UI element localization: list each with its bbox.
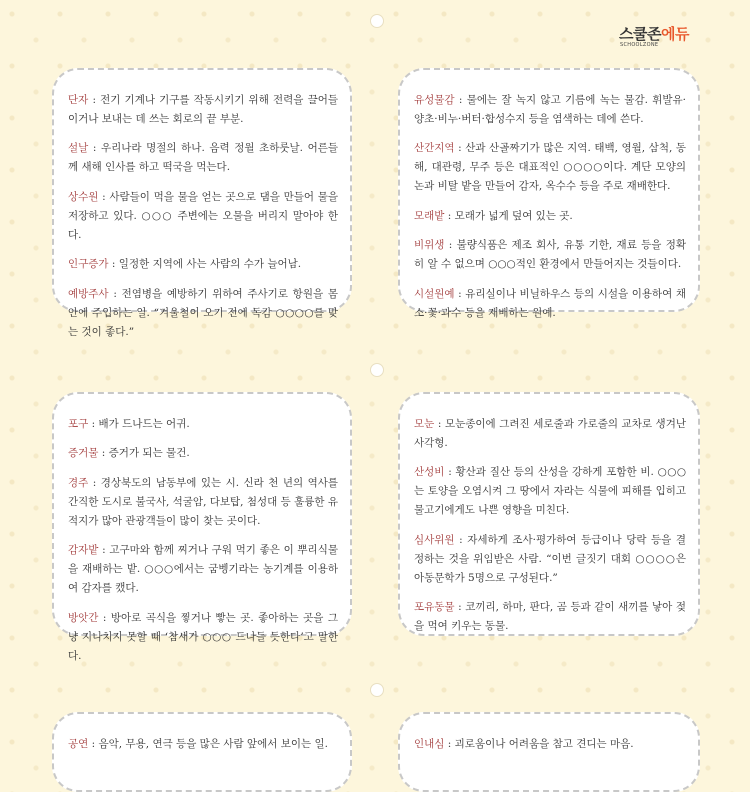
vocab-definition: 전염병을 예방하기 위하여 주사기로 항원을 몸 안에 주입하는 일. “겨울철이 오기 전에 독감 ○○○○를 맞는 것이 좋다.” <box>68 287 338 338</box>
vocab-term: 경주 <box>68 476 89 489</box>
vocab-entry <box>414 598 686 636</box>
vocab-definition: 고구마와 함께 찌거나 구워 먹기 좋은 이 뿌리식물을 재배하는 밭. ○○○에서는 굼벵기라는 농기계를 이용하여 감자를 캤다. <box>68 544 338 594</box>
term-separator: : <box>98 447 109 459</box>
term-separator: : <box>88 476 101 489</box>
vocab-term: 설날 <box>68 142 89 154</box>
vocab-entry <box>68 91 338 129</box>
vocab-entry <box>414 285 686 323</box>
vocab-entry <box>68 474 338 531</box>
vocab-entry <box>68 444 338 463</box>
vocab-term: 유성물감 <box>414 93 455 106</box>
vocab-definition: 모눈종이에 그려진 세로줄과 가로줄의 교차로 생겨난 사각형. <box>414 417 686 449</box>
vocab-term: 증거물 <box>68 447 99 459</box>
vocab-card-3 <box>52 392 352 662</box>
vocab-entry <box>414 531 686 588</box>
vocab-definition: 증거가 되는 물건. <box>108 447 190 459</box>
term-separator: : <box>98 190 110 203</box>
term-separator: : <box>88 142 101 154</box>
term-separator: : <box>454 93 467 106</box>
vocab-term: 모눈 <box>414 417 435 430</box>
term-separator: : <box>108 258 119 270</box>
vocab-entry <box>414 236 686 274</box>
logo-wordmark-dark: 스쿨존 <box>619 25 661 43</box>
vocab-entry <box>68 609 338 666</box>
vocab-term: 예방주사 <box>68 287 109 300</box>
vocab-entry <box>414 735 686 754</box>
term-separator: : <box>108 287 122 300</box>
vocab-entry <box>414 207 686 226</box>
vocab-definition: 불량식품은 제조 회사, 유통 기한, 재료 등을 정확히 알 수 없으며 ○○○적인 환경에서 만들어지는 것들이다. <box>414 239 686 270</box>
vocab-definition: 산과 산골짜기가 많은 지역. 태백, 영월, 삼척, 동해, 대관령, 무주 등은 대표적인 ○○○○이다. 계단 모양의 논과 비탈 밭을 만들어 감자, 옥수수 등을 주로 재배한다. <box>414 142 686 192</box>
vocab-entry <box>68 255 338 274</box>
vocab-card-5 <box>52 712 352 792</box>
vocab-term: 인구증가 <box>68 258 109 270</box>
vocab-entry <box>414 91 686 129</box>
vocab-term: 상수원 <box>68 190 99 203</box>
term-separator: : <box>444 239 457 251</box>
vocab-definition: 코끼리, 하마, 판다, 곰 등과 같이 새끼를 낳아 젖을 먹여 키우는 동물. <box>414 601 686 632</box>
vocab-definition: 일정한 지역에 사는 사람의 수가 늘어남. <box>118 258 302 270</box>
binder-hole <box>370 363 384 377</box>
vocab-definition: 유리실이나 비닐하우스 등의 시설을 이용하여 채소·꽃·과수 등을 재배하는 원예. <box>414 287 686 319</box>
vocab-entry <box>68 188 338 245</box>
vocab-term: 산간지역 <box>414 142 455 154</box>
term-separator: : <box>88 417 99 430</box>
term-separator: : <box>444 209 455 222</box>
term-separator: : <box>88 737 99 750</box>
vocab-term: 산성비 <box>414 466 445 478</box>
binder-hole <box>370 14 384 28</box>
vocab-definition: 전기 기계나 기구를 작동시키기 위해 전력을 끌어들이거나 보내는 데 쓰는 회로의 끝 부분. <box>68 93 338 125</box>
term-separator: : <box>98 611 111 624</box>
vocab-definition: 우리나라 명절의 하나. 음력 정월 초하룻날. 어른들께 새해 인사를 하고 떡국을 먹는다. <box>68 142 339 173</box>
vocab-term: 심사위원 <box>414 533 455 546</box>
vocab-entry <box>68 541 338 598</box>
vocab-entry <box>68 735 338 754</box>
term-separator: : <box>444 466 456 478</box>
term-separator: : <box>98 544 110 556</box>
term-separator: : <box>454 533 468 546</box>
vocab-entry <box>414 415 686 453</box>
logo-subtitle: SCHOOLZONE <box>620 42 659 48</box>
vocab-card-6 <box>398 712 700 792</box>
vocab-definition: 물에는 잘 녹지 않고 기름에 녹는 물감. 휘발유·양초·비누·버터·합성수지 등을 염색하는 데에 쓴다. <box>414 93 686 125</box>
term-separator: : <box>88 93 101 106</box>
term-separator: : <box>454 601 466 613</box>
vocab-term: 포구 <box>68 417 89 430</box>
term-separator: : <box>454 287 466 300</box>
vocab-definition: 방아로 곡식을 찧거나 빻는 곳. 좋아하는 곳을 그냥 지나치지 못할 때 ‘참새가 ○○○ 드나들 듯한다’고 말한다. <box>68 611 338 662</box>
vocab-card-2 <box>398 68 700 319</box>
vocab-entry <box>68 285 338 342</box>
vocab-definition: 괴로움이나 어려움을 참고 견디는 마음. <box>454 737 634 750</box>
vocab-term: 공연 <box>68 737 89 750</box>
vocab-term: 모래밭 <box>414 209 445 222</box>
vocab-definition: 경상북도의 남동부에 있는 시. 신라 천 년의 역사를 간직한 도시로 불국사, 석굴암, 다보탑, 첨성대 등 훌륭한 유적지가 많아 관광객들이 많이 찾는 곳이다. <box>68 476 339 527</box>
term-separator: : <box>444 737 455 750</box>
vocab-term: 비위생 <box>414 239 445 251</box>
vocab-entry <box>68 415 338 434</box>
vocab-term: 감자밭 <box>68 544 99 556</box>
vocab-entry <box>414 139 686 196</box>
vocab-definition: 사람들이 먹을 물을 얻는 곳으로 댐을 만들어 물을 저장하고 있다. ○○○ 주변에는 오물을 버리지 말아야 한다. <box>68 190 338 241</box>
vocab-term: 인내심 <box>414 737 445 750</box>
term-separator: : <box>454 142 466 154</box>
vocab-term: 시설원예 <box>414 287 455 300</box>
logo-wordmark <box>619 26 727 42</box>
vocab-term: 포유동물 <box>414 601 455 613</box>
vocab-definition: 음악, 무용, 연극 등을 많은 사람 앞에서 보이는 일. <box>98 737 328 750</box>
binder-hole <box>370 683 384 697</box>
logo-wordmark-accent: 에듀 <box>660 25 689 43</box>
vocab-definition: 모래가 넓게 덮여 있는 곳. <box>454 209 573 222</box>
vocab-entry <box>68 139 338 177</box>
vocab-definition: 배가 드나드는 어귀. <box>98 417 190 430</box>
vocab-card-1 <box>52 68 352 338</box>
vocab-card-4 <box>398 392 700 636</box>
term-separator: : <box>434 417 445 430</box>
vocab-entry <box>414 463 686 520</box>
vocab-definition: 황산과 질산 등의 산성을 강하게 포함한 비. ○○○는 토양을 오염시켜 그 땅에서 자라는 식물에 피해를 입히고 물고기에게도 나쁜 영향을 미친다. <box>414 466 686 516</box>
vocab-term: 방앗간 <box>68 611 99 624</box>
schoolzone-edu-logo <box>619 26 727 52</box>
vocab-definition: 자세하게 조사·평가하여 등급이나 당락 등을 결정하는 것을 위임받은 사람. “이번 글짓기 대회 ○○○○은 아동문학가 5명으로 구성된다.” <box>414 533 686 584</box>
vocab-term: 단자 <box>68 93 89 106</box>
